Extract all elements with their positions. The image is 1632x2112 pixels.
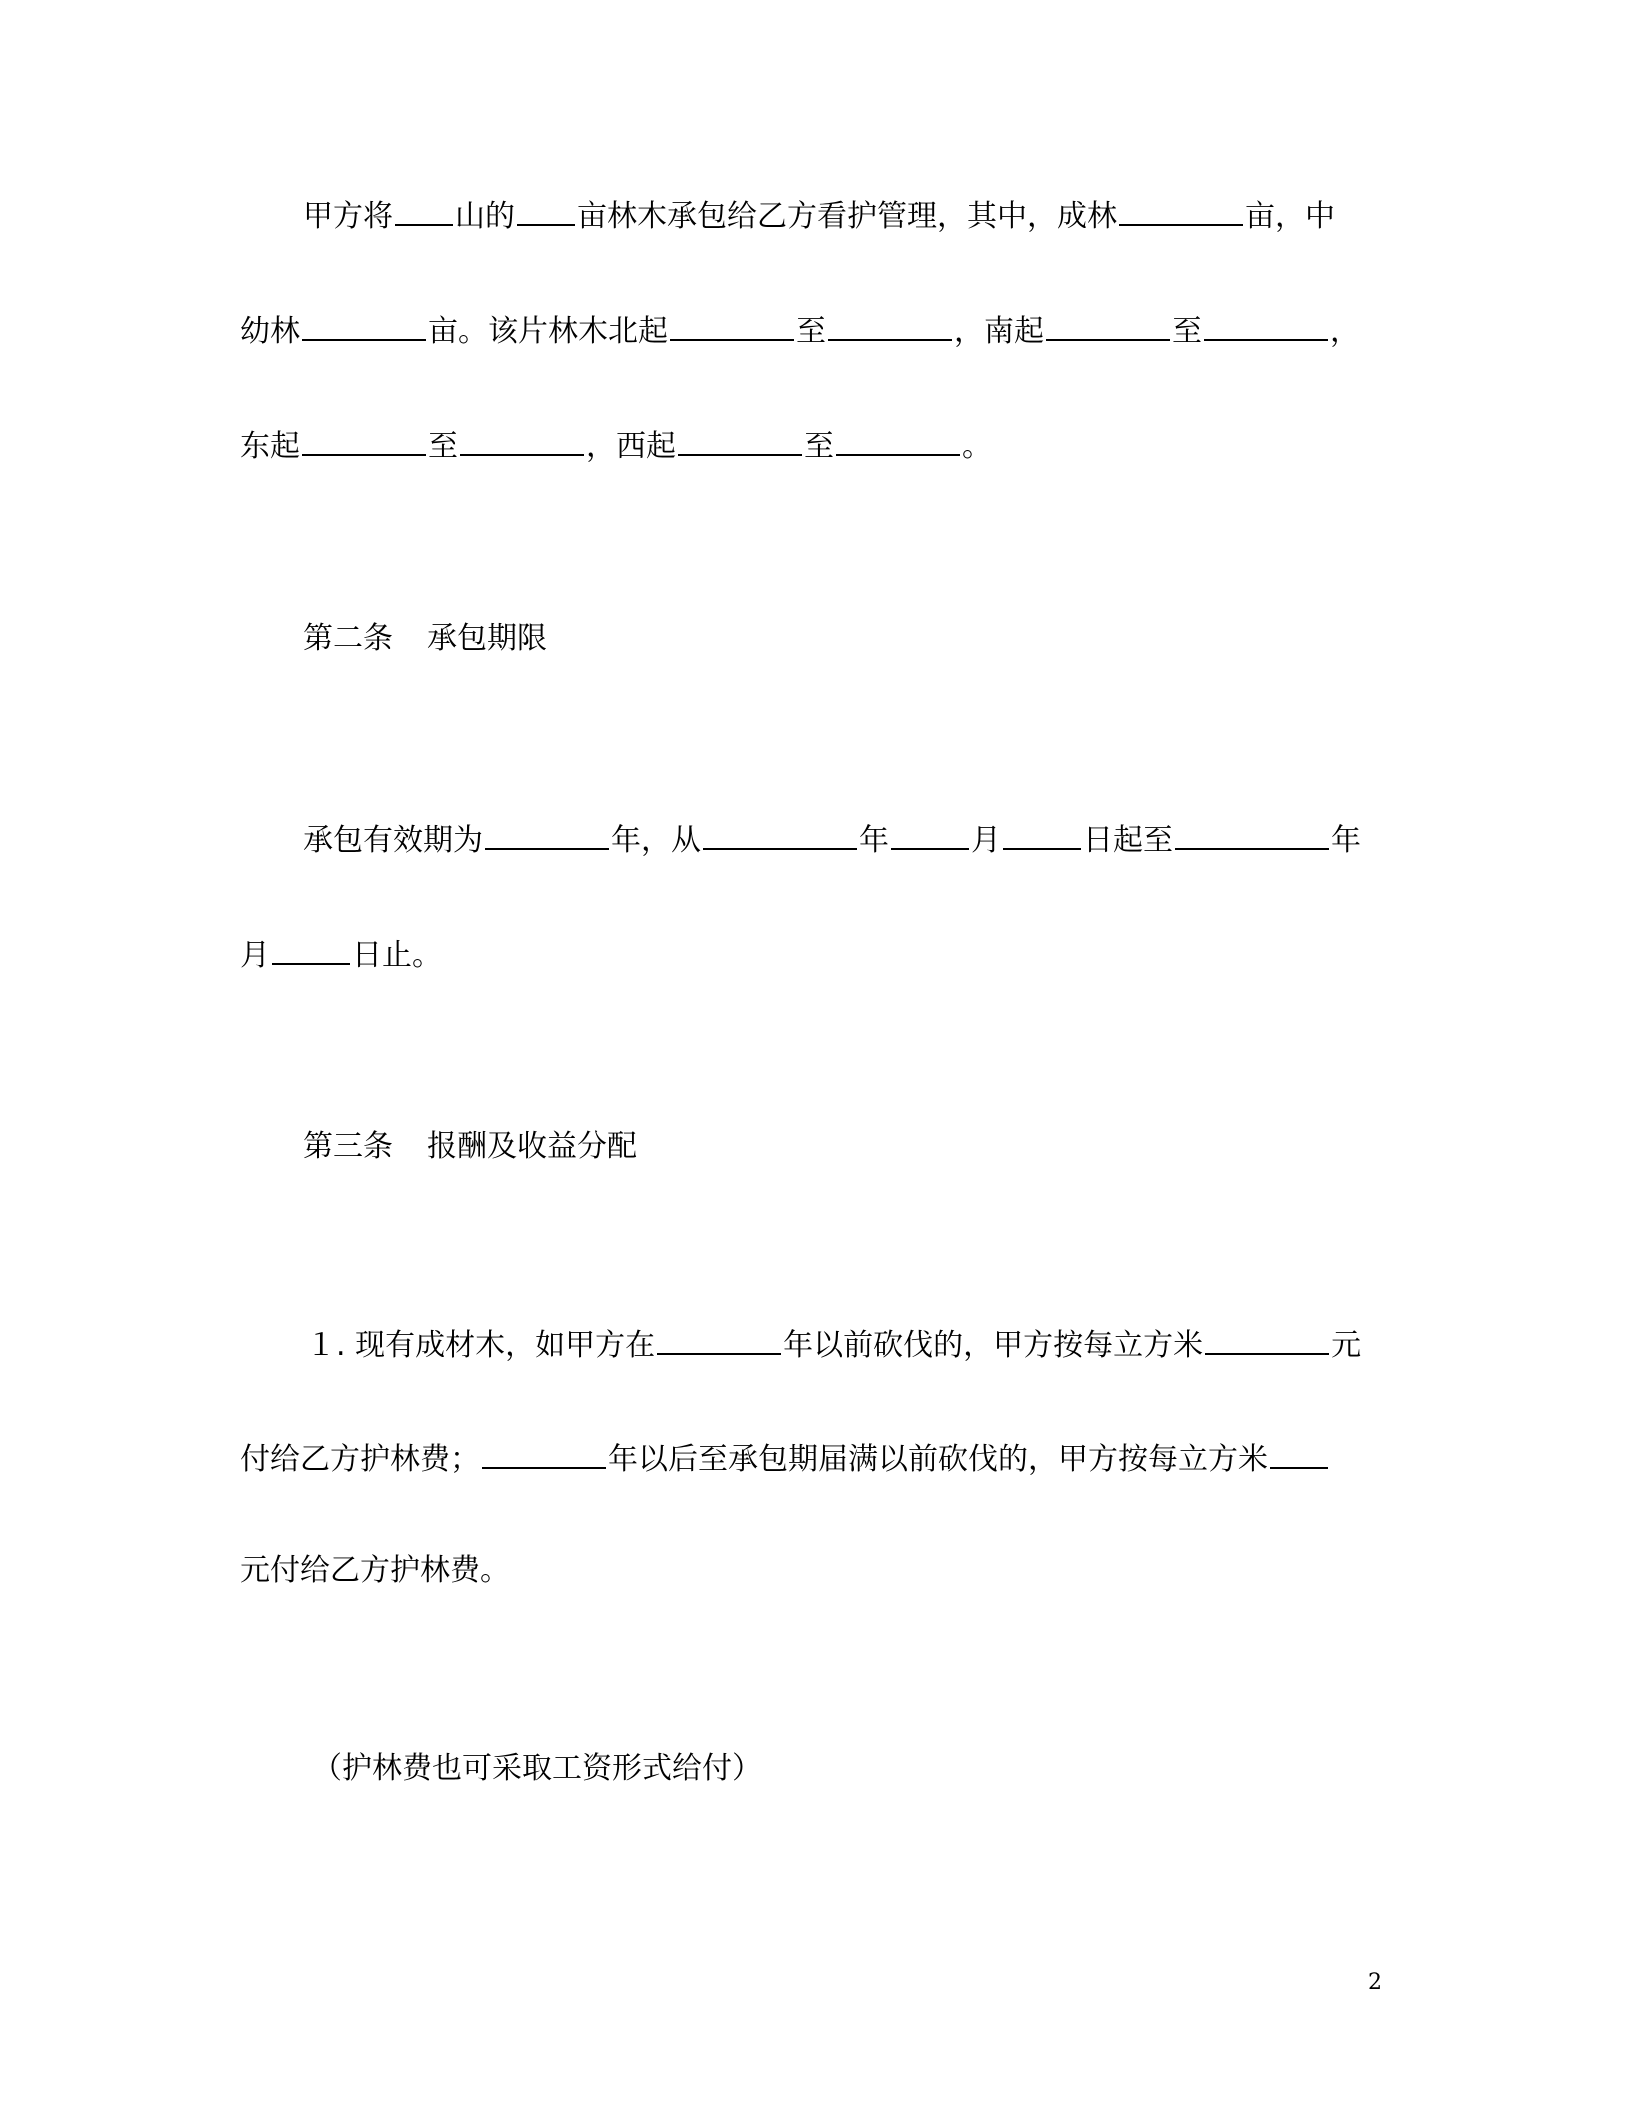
blank-field[interactable] xyxy=(657,1319,781,1355)
blank-field[interactable] xyxy=(302,420,426,456)
article1-line1: 甲方将 山的 亩林木承包给乙方看护管理，其中，成林 亩，中 xyxy=(303,190,1335,236)
blank-field[interactable] xyxy=(678,420,802,456)
blank-field[interactable] xyxy=(302,305,426,341)
article3-line3: 元付给乙方护林费。 xyxy=(240,1553,510,1588)
blank-field[interactable] xyxy=(272,929,350,965)
blank-field[interactable] xyxy=(836,420,960,456)
article3-line1: １. 现有成材木，如甲方在 年以前砍伐的，甲方按每立方米 元 xyxy=(306,1319,1361,1365)
blank-field[interactable] xyxy=(1205,1319,1329,1355)
blank-field[interactable] xyxy=(828,305,952,341)
article3-note: （护林费也可采取工资形式给付） xyxy=(312,1751,762,1786)
blank-field[interactable] xyxy=(517,190,575,226)
article2-line1: 承包有效期为 年，从 年 月 日起至 年 xyxy=(303,814,1361,860)
article2-line2: 月 日止。 xyxy=(240,929,442,975)
blank-field[interactable] xyxy=(485,814,609,850)
article1-line2: 幼林 亩。该片林木北起 至 ，南起 至 ， xyxy=(240,305,1360,351)
blank-field[interactable] xyxy=(1119,190,1243,226)
blank-field[interactable] xyxy=(482,1433,606,1469)
blank-field[interactable] xyxy=(1175,814,1329,850)
blank-field[interactable] xyxy=(703,814,857,850)
blank-field[interactable] xyxy=(1046,305,1170,341)
blank-field[interactable] xyxy=(1003,814,1081,850)
blank-field[interactable] xyxy=(1204,305,1328,341)
blank-field[interactable] xyxy=(670,305,794,341)
article3-heading: 第三条 报酬及收益分配 xyxy=(303,1129,637,1164)
article1-line3: 东起 至 ，西起 至 。 xyxy=(240,420,992,466)
blank-field[interactable] xyxy=(395,190,453,226)
blank-field[interactable] xyxy=(891,814,969,850)
article3-line2: 付给乙方护林费； 年以后至承包期届满以前砍伐的，甲方按每立方米 xyxy=(240,1433,1330,1479)
article2-heading: 第二条 承包期限 xyxy=(303,621,547,656)
blank-field[interactable] xyxy=(1270,1433,1328,1469)
page-number: 2 xyxy=(1368,1970,1382,1995)
blank-field[interactable] xyxy=(460,420,584,456)
